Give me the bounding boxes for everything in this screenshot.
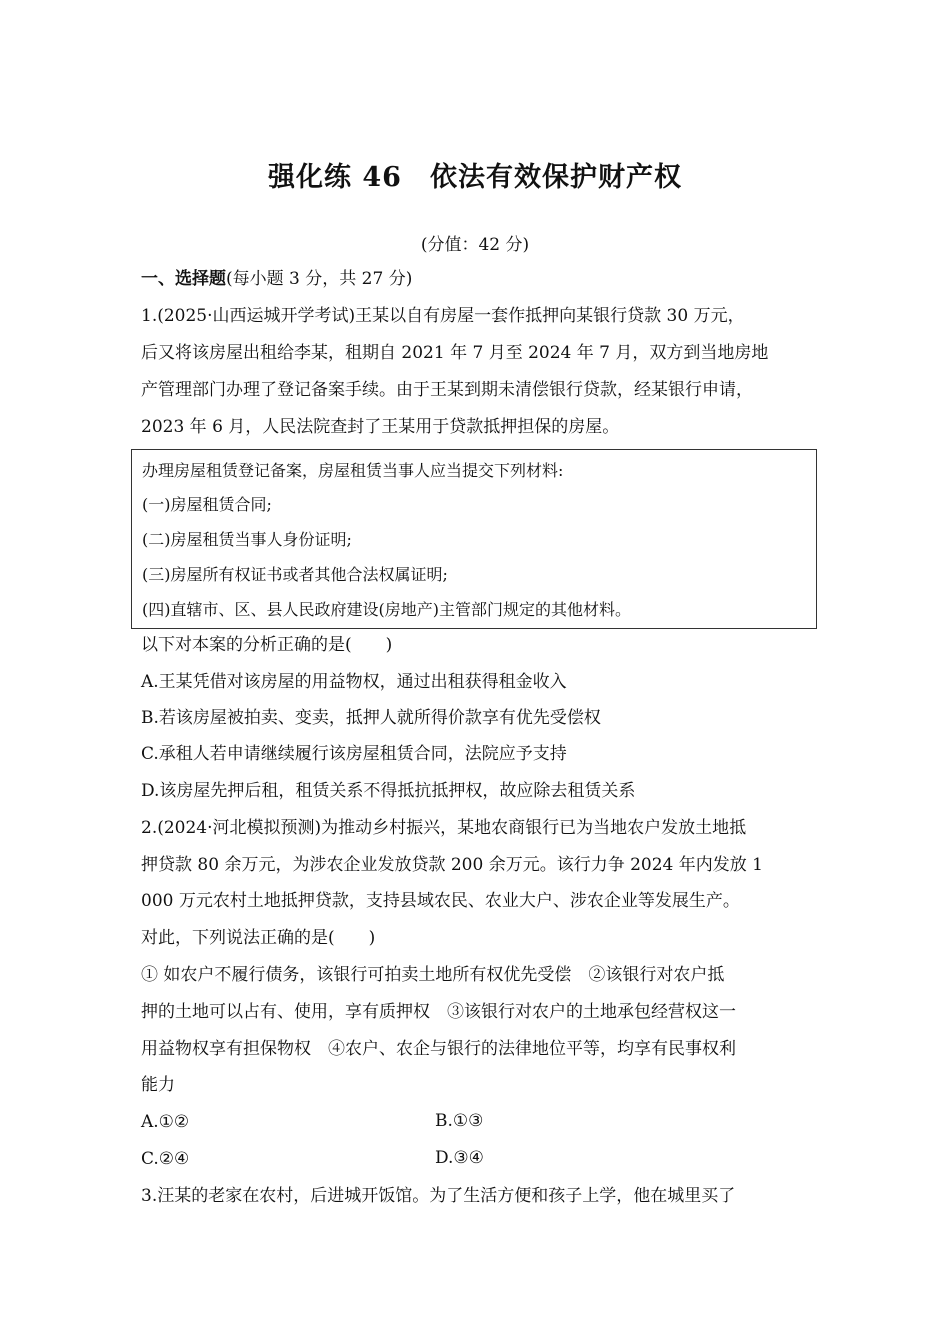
q1-option-b: B.若该房屋被拍卖、变卖，抵押人就所得价款享有优先受偿权	[141, 708, 601, 728]
q2-option-a: A.①②	[141, 1112, 190, 1132]
section-heading	[141, 268, 412, 290]
q1-line: 2023 年 6 月，人民法院查封了王某用于贷款抵押担保的房屋。	[141, 417, 620, 437]
q2-option-c: C.②④	[141, 1149, 190, 1169]
box-line: (三)房屋所有权证书或者其他合法权属证明;	[142, 565, 448, 584]
q2-line: 能力	[141, 1075, 175, 1095]
box-line: (二)房屋租赁当事人身份证明;	[142, 530, 352, 549]
q2-line: 2.(2024·河北模拟预测)为推动乡村振兴，某地农商银行已为当地农户发放土地抵	[141, 818, 747, 838]
q2-option-d: D.③④	[435, 1148, 484, 1168]
page-title: 强化练 46 依法有效保护财产权	[268, 162, 682, 193]
q1-option-a: A.王某凭借对该房屋的用益物权，通过出租获得租金收入	[141, 672, 567, 692]
q3-line: 3.汪某的老家在农村，后进城开饭馆。为了生活方便和孩子上学，他在城里买了	[141, 1186, 736, 1206]
q2-stem: 对此，下列说法正确的是( )	[141, 928, 376, 948]
box-line: (一)房屋租赁合同;	[142, 495, 272, 514]
q2-line: ① 如农户不履行债务，该银行可拍卖土地所有权优先受偿 ②该银行对农户抵	[141, 965, 725, 985]
q1-stem: 以下对本案的分析正确的是( )	[141, 635, 393, 655]
q1-line: 产管理部门办理了登记备案手续。由于王某到期未清偿银行贷款，经某银行申请，	[141, 380, 753, 400]
q2-option-b: B.①③	[435, 1111, 484, 1131]
q1-line: 1.(2025·山西运城开学考试)王某以自有房屋一套作抵押向某银行贷款 30 万元，	[141, 306, 745, 326]
q1-option-c: C.承租人若申请继续履行该房屋租赁合同，法院应予支持	[141, 744, 567, 764]
q2-line: 000 万元农村土地抵押贷款，支持县域农民、农业大户、涉农企业等发展生产。	[141, 891, 740, 911]
q2-line: 用益物权享有担保物权 ④农户、农企与银行的法律地位平等，均享有民事权利	[141, 1039, 736, 1059]
section-note: (每小题 3 分，共 27 分)	[226, 269, 413, 289]
materials-box	[131, 449, 817, 629]
q2-line: 押贷款 80 余万元，为涉农企业发放贷款 200 余万元。该行力争 2024 年内发放 1	[141, 855, 763, 875]
section-title: 一、选择题	[141, 269, 226, 289]
q2-line: 押的土地可以占有、使用，享有质押权 ③该银行对农户的土地承包经营权这一	[141, 1002, 736, 1022]
q1-line: 后又将该房屋出租给李某，租期自 2021 年 7 月至 2024 年 7 月，双方到当地房地	[141, 343, 769, 363]
score-note: (分值：42 分)	[420, 235, 530, 255]
box-line: (四)直辖市、区、县人民政府建设(房地产)主管部门规定的其他材料。	[142, 600, 631, 619]
box-line: 办理房屋租赁登记备案，房屋租赁当事人应当提交下列材料:	[142, 461, 564, 480]
q1-option-d: D.该房屋先押后租，租赁关系不得抵抗抵押权，故应除去租赁关系	[141, 781, 636, 801]
